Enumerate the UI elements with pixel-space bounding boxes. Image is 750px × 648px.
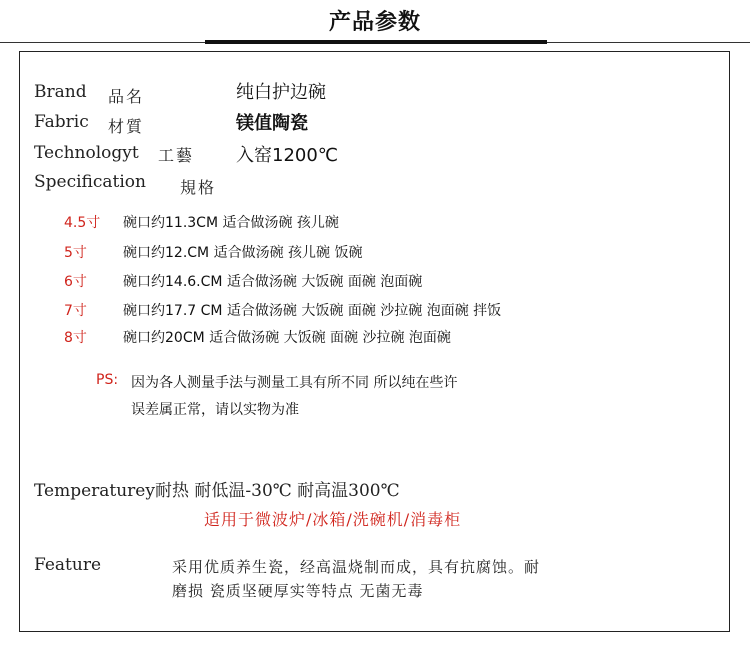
brand-label-cn: 品名 bbox=[108, 87, 145, 106]
spec-size: 7寸 bbox=[64, 303, 87, 319]
page-title: 产品参数 bbox=[328, 10, 421, 35]
spec-desc: 碗口约11.3CM 适合做汤碗 孩儿碗 bbox=[123, 215, 339, 231]
ps-label: PS: bbox=[96, 372, 119, 388]
temperature-text: Temperaturey耐热 耐低温-30℃ 耐高温300℃ bbox=[34, 481, 400, 501]
spec-size: 8寸 bbox=[64, 330, 87, 346]
header-underline bbox=[205, 40, 547, 44]
spec-desc: 碗口约17.7 CM 适合做汤碗 大饭碗 面碗 沙拉碗 泡面碗 拌饭 bbox=[123, 303, 502, 319]
spec-desc: 碗口约14.6.CM 适合做汤碗 大饭碗 面碗 泡面碗 bbox=[123, 274, 423, 290]
technology-label-en: Technologyt bbox=[34, 143, 139, 163]
fabric-value: 镁值陶瓷 bbox=[236, 113, 308, 134]
brand-label-en: Brand bbox=[34, 82, 87, 102]
specification-label-en: Specification bbox=[34, 172, 146, 192]
fabric-label-en: Fabric bbox=[34, 112, 89, 132]
spec-size: 6寸 bbox=[64, 274, 87, 290]
brand-value: 纯白护边碗 bbox=[236, 82, 326, 103]
feature-line-2: 磨损 瓷质坚硬厚实等特点 无菌无毒 bbox=[172, 582, 424, 600]
ps-note-line-1: 因为各人测量手法与测量工具有所不同 所以纯在些许 bbox=[131, 375, 458, 391]
technology-value: 入窑1200℃ bbox=[236, 145, 339, 166]
feature-line-1: 采用优质养生瓷，经高温烧制而成，具有抗腐蚀。耐 bbox=[172, 558, 541, 576]
technology-label-cn: 工藝 bbox=[158, 146, 195, 165]
spec-desc: 碗口约20CM 适合做汤碗 大饭碗 面碗 沙拉碗 泡面碗 bbox=[123, 330, 451, 346]
spec-size: 5寸 bbox=[64, 245, 87, 261]
ps-note-line-2: 误差属正常，请以实物为准 bbox=[131, 402, 299, 418]
spec-size: 4.5寸 bbox=[64, 215, 101, 231]
usage-text: 适用于微波炉/冰箱/洗碗机/消毒柜 bbox=[204, 510, 462, 529]
specification-label-cn: 規格 bbox=[180, 178, 217, 197]
feature-label: Feature bbox=[34, 555, 102, 575]
fabric-label-cn: 材質 bbox=[108, 117, 145, 136]
spec-desc: 碗口约12.CM 适合做汤碗 孩儿碗 饭碗 bbox=[123, 245, 363, 261]
